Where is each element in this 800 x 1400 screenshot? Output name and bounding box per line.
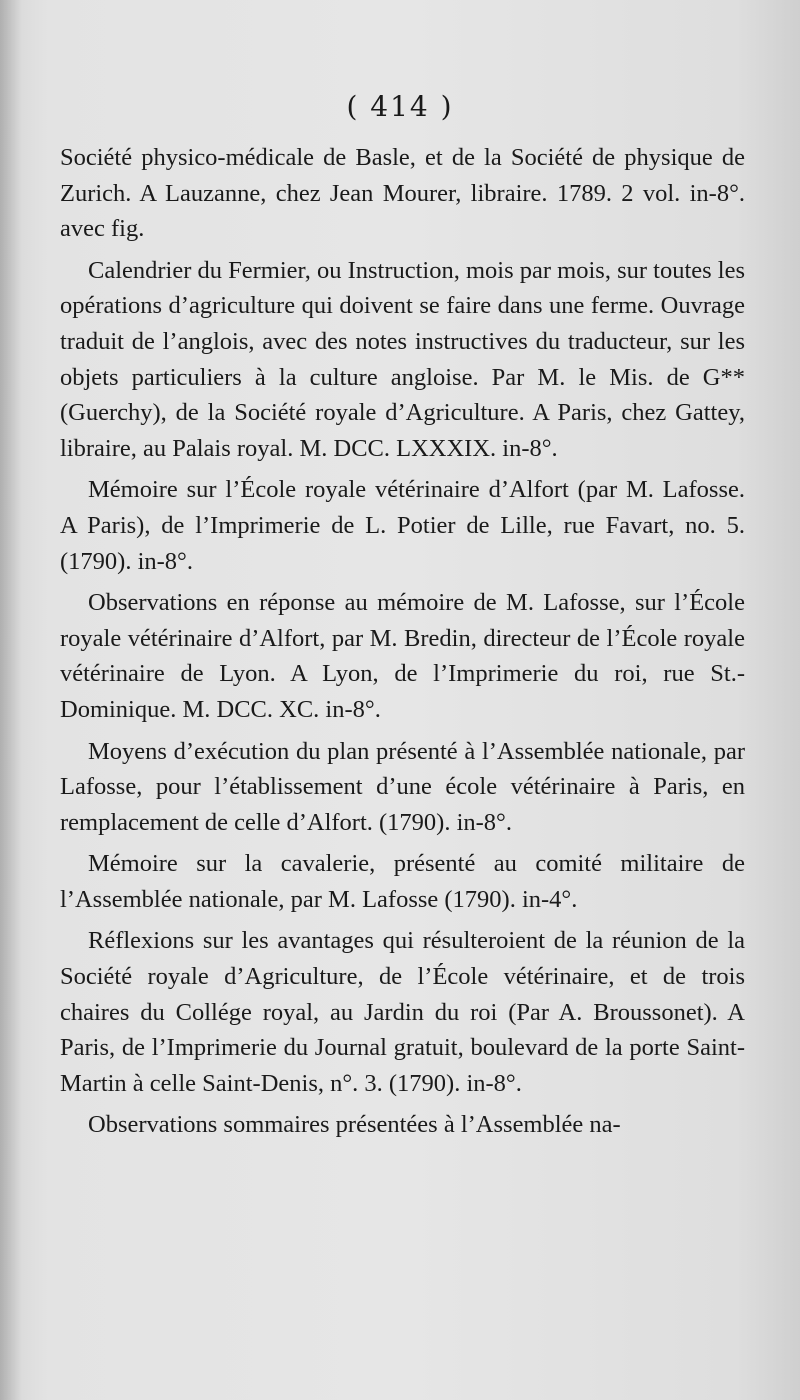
page-gutter-shadow [0, 0, 22, 1400]
bibliography-entry: Réflexions sur les avantages qui résulteroient de la réunion de la Société royale d’Agriculture, de l’École vétérinaire, et de trois chaires du Collége royal, au Jardin du roi (Par A. Broussonet). A Paris, de l’Imprimerie du Journal gratuit, boulevard de la porte Saint-Martin à celle Saint-Denis, n°. 3. (1790). in-8°. [60, 927, 745, 1097]
page-number: ( 414 ) [346, 90, 454, 123]
bibliography-entry: Calendrier du Fermier, ou Instruction, mois par mois, sur toutes les opérations d’agriculture qui doivent se faire dans une ferme. Ouvrage traduit de l’anglois, avec des notes instructives du traducteur, sur les objets particuliers à la culture angloise. Par M. le Mis. de G** (Guerchy), de la Société royale d’Agriculture. A Paris, chez Gattey, libraire, au Palais royal. M. DCC. LXXXIX. in-8°. [60, 256, 746, 462]
bibliography-entry: Observations en réponse au mémoire de M. Lafosse, sur l’École royale vétérinaire d’Alfort, par M. Bredin, directeur de l’École royale vétérinaire de Lyon. A Lyon, de l’Imprimerie du roi, rue St.-Dominique. M. DCC. XC. in-8°. [60, 589, 745, 723]
bibliography-entry: Observations sommaires présentées à l’Assemblée na- [88, 1111, 621, 1139]
bibliography-entry: Moyens d’exécution du plan présenté à l’Assemblée nationale, par Lafosse, pour l’établissement d’une école vétérinaire à Paris, en remplacement de celle d’Alfort. (1790). in-8°. [60, 737, 745, 836]
bibliography-entry: Société physico-médicale de Basle, et de la Société de physique de Zurich. A Lauzanne, chez Jean Mourer, libraire. 1789. 2 vol. in-8°. avec fig. [60, 144, 745, 243]
bibliography-entry: Mémoire sur la cavalerie, présenté au comité militaire de l’Assemblée nationale, par M. Lafosse (1790). in-4°. [60, 850, 745, 913]
page-body [60, 140, 745, 1149]
bibliography-entry: Mémoire sur l’École royale vétérinaire d’Alfort (par M. Lafosse. A Paris), de l’Imprimerie de L. Potier de Lille, rue Favart, no. 5. (1790). in-8°. [60, 476, 745, 575]
